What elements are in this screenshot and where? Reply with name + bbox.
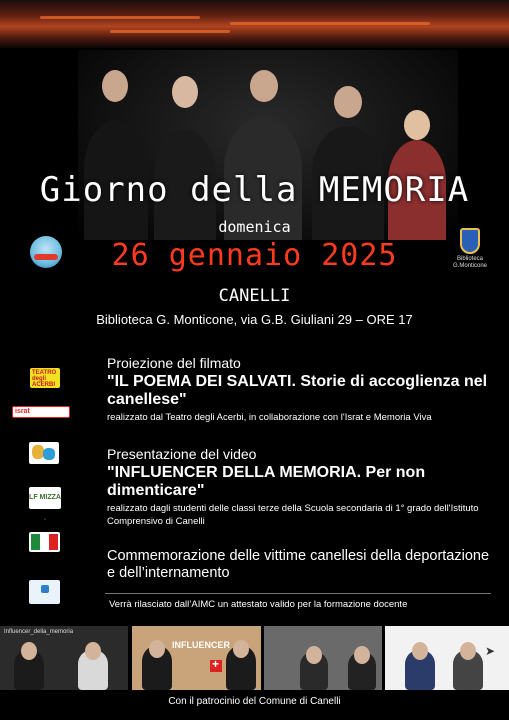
aimc-logo	[30, 236, 62, 268]
item1-lead: Proiezione del filmato	[107, 355, 241, 371]
memoria-viva-logo	[29, 442, 59, 464]
cloud-streak	[40, 16, 200, 19]
sunset-sky-banner	[0, 0, 509, 48]
video-thumbnail-strip	[0, 626, 509, 690]
program-item-commemoration	[107, 548, 499, 582]
event-day: domenica	[218, 218, 291, 236]
event-city: CANELLI	[218, 286, 291, 306]
student-head	[306, 646, 322, 664]
student-head	[21, 642, 37, 660]
item2-lead: Presentazione del video	[107, 446, 257, 462]
performer-2-head	[172, 76, 198, 108]
student-head	[85, 642, 101, 660]
aimc-small-logo	[29, 580, 60, 604]
cloud-streak	[230, 22, 430, 25]
certificate-note: Verrà rilasciato dall’AIMC un attestato valido per la formazione docente	[109, 599, 408, 610]
canelli-crest-logo	[460, 228, 480, 254]
performer-4-head	[334, 86, 362, 118]
cloud-streak	[110, 30, 230, 33]
item1-note: realizzato dal Teatro degli Acerbi, in collaborazione con l'Israt e Memoria Viva	[107, 412, 432, 423]
library-caption: Biblioteca G.Monticone	[452, 256, 488, 269]
item2-headline: "INFLUENCER DELLA MEMORIA. Per non dimenticare"	[107, 464, 426, 499]
performers-photo	[78, 50, 458, 240]
patronage-footer: Con il patrocinio del Comune di Canelli	[168, 696, 341, 707]
teatro-acerbi-logo: TEATRO degli ACERBI	[30, 368, 60, 388]
israt-logo: israt	[12, 406, 70, 418]
student-head	[233, 640, 249, 658]
video-thumbnail-4	[385, 626, 509, 690]
program-item-video	[107, 446, 499, 528]
video-thumbnail-2: INFLUENCER +	[132, 626, 261, 690]
student-head	[460, 642, 476, 660]
divider	[105, 593, 491, 594]
video-thumbnail-3	[264, 626, 382, 690]
cursor-arrow-icon: ➤	[484, 644, 495, 658]
item3-text: Commemorazione delle vittime canellesi della deportazione e dell’internamento	[107, 548, 490, 581]
video-thumbnail-1: Influencer_della_memoria	[0, 626, 128, 690]
swiss-flag-icon	[210, 660, 222, 672]
student-head	[149, 640, 165, 658]
event-title: Giorno della MEMORIA	[39, 170, 470, 210]
school-logo: LF MIZZA -	[29, 487, 61, 509]
event-date: 26 gennaio 2025	[111, 238, 398, 273]
item1-headline: "IL POEMA DEI SALVATI. Storie di accoglienza nel canellese"	[107, 373, 488, 408]
student-head	[412, 642, 428, 660]
performer-1-head	[102, 70, 128, 102]
anpi-logo	[29, 532, 60, 552]
performer-3-head	[250, 70, 278, 102]
item2-note: realizzato dagli studenti delle classi terze della Scuola secondaria di 1° grado dell'Istituto Comprensivo di Canelli	[107, 503, 479, 527]
event-address: Biblioteca G. Monticone, via G.B. Giuliani 29 – ORE 17	[96, 312, 413, 327]
student-head	[354, 646, 370, 664]
performer-5-head	[404, 110, 430, 140]
program-item-film	[107, 355, 499, 424]
